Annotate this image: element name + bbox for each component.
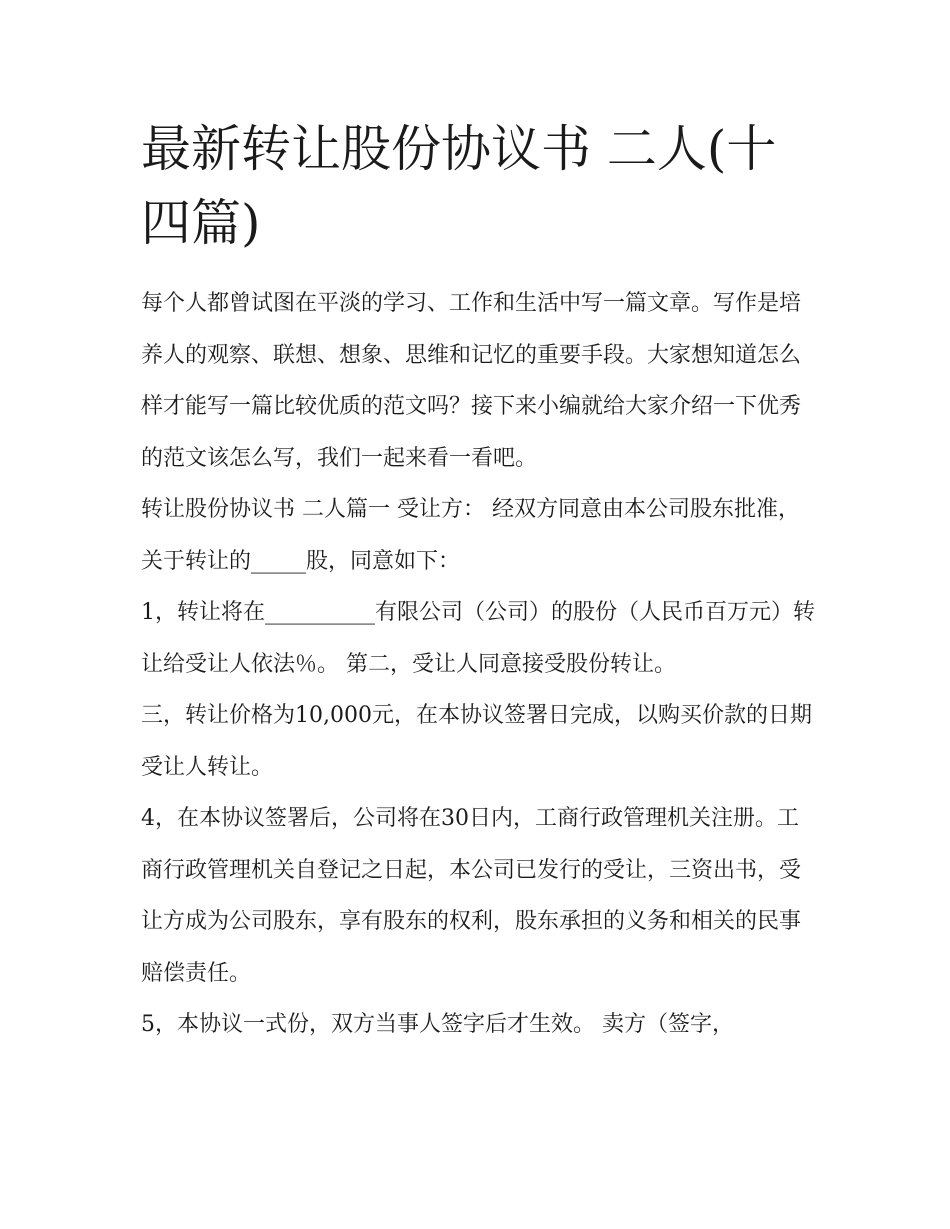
document-body bbox=[141, 278, 821, 1051]
paragraph-intro: 每个人都曾试图在平淡的学习、工作和生活中写一篇文章。写作是培养人的观察、联想、想象、思维和记忆的重要手段。大家想知道怎么样才能写一篇比较优质的范文吗？接下来小编就给大家介绍一下优秀的范文该怎么写，我们一起来看一看吧。 bbox=[141, 291, 802, 471]
document-page bbox=[141, 112, 821, 1051]
paragraph-agreement-heading: 转让股份协议书 二人篇一 受让方： 经双方同意由本公司股东批准，关于转让的_____股，同意如下： bbox=[141, 497, 800, 574]
paragraph-clause-3: 三，转让价格为10,000元，在本协议签署日完成，以购买价款的日期受让人转让。 bbox=[141, 703, 812, 780]
paragraph-clause-1: 1，转让将在__________有限公司（公司）的股份（人民币百万元）转让给受让人依法％。 第二，受让人同意接受股份转让。 bbox=[141, 600, 815, 677]
paragraph-clause-5: 5，本协议一式份，双方当事人签字后才生效。 卖方（签字， bbox=[141, 1012, 734, 1037]
paragraph-clause-4: 4，在本协议签署后，公司将在30日内，工商行政管理机关注册。工商行政管理机关自登记之日起，本公司已发行的受让，三资出书，受让方成为公司股东，享有股东的权利，股东承担的义务和相关的民事赔偿责任。 bbox=[141, 806, 802, 986]
document-title: 最新转让股份协议书 二人(十四篇) bbox=[141, 120, 777, 252]
